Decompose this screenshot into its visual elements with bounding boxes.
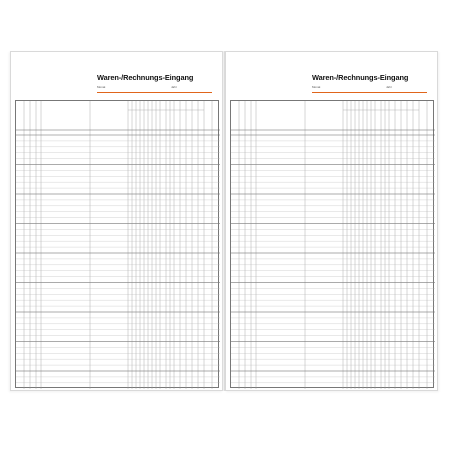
- orange-rule: [97, 92, 212, 93]
- month-label: Monat: [312, 85, 321, 89]
- ledger-table: [230, 100, 434, 388]
- month-label: Monat: [97, 85, 106, 89]
- ledger-table: [15, 100, 219, 388]
- year-label: Jahr: [386, 85, 392, 89]
- ledger-grid: [231, 101, 435, 389]
- form-title: Waren-/Rechnungs-Eingang: [97, 73, 194, 82]
- year-label: Jahr: [171, 85, 177, 89]
- form-title: Waren-/Rechnungs-Eingang: [312, 73, 409, 82]
- left-page: [10, 51, 223, 391]
- right-page: [225, 51, 438, 391]
- orange-rule: [312, 92, 427, 93]
- ledger-grid: [16, 101, 220, 389]
